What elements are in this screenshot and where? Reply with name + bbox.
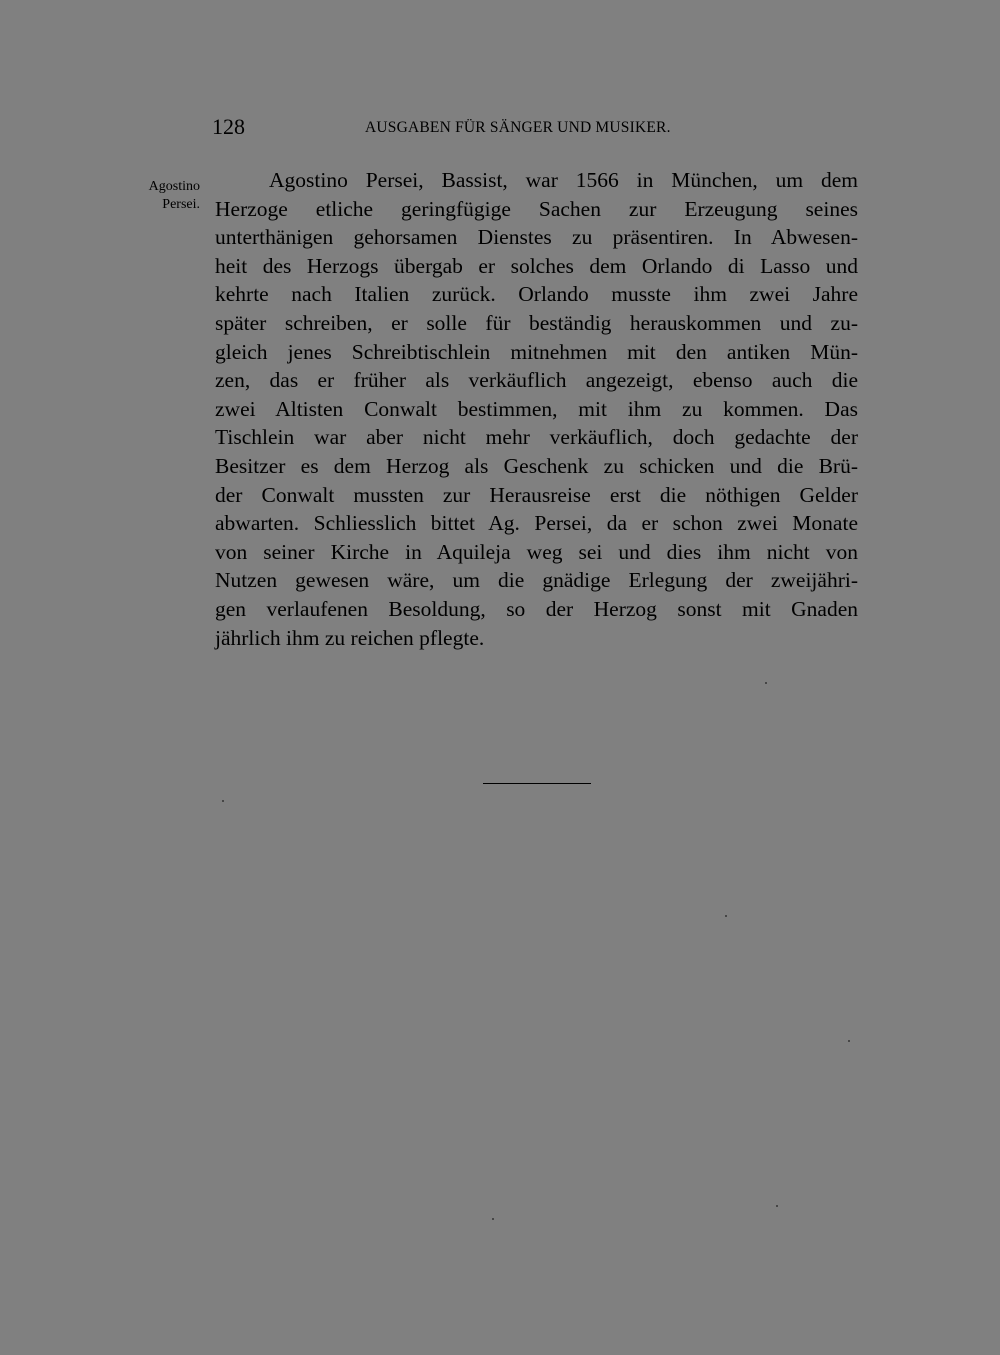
body-line: gleich jenes Schreibtischlein mitnehmen mit den antiken Mün- [215,339,858,364]
body-line: von seiner Kirche in Aquileja weg sei und dies ihm nicht von [215,539,858,564]
scan-speck [725,915,727,917]
running-head: AUSGABEN FÜR SÄNGER UND MUSIKER. [365,119,671,136]
body-line: später schreiben, er solle für beständig herauskommen und zu- [215,310,858,335]
scan-speck [222,800,224,802]
marginal-note-line: Agostino [148,179,200,194]
marginal-note-line: Persei. [162,197,200,212]
body-line: Herzoge etliche geringfügige Sachen zur Erzeugung seines [215,196,858,221]
body-paragraph [215,166,858,652]
scan-speck [492,1218,494,1220]
scan-speck [776,1205,778,1207]
body-line: abwarten. Schliesslich bittet Ag. Persei, da er schon zwei Monate [215,511,858,536]
body-line: jährlich ihm zu reichen pflegte. [215,625,485,650]
body-line: Nutzen gewesen wäre, um die gnädige Erlegung der zweijähri- [215,568,858,593]
body-line: Agostino Persei, Bassist, war 1566 in München, um dem [269,168,858,192]
body-line: heit des Herzogs übergab er solches dem Orlando di Lasso und [215,253,858,278]
body-line: gen verlaufenen Besoldung, so der Herzog sonst mit Gnaden [215,596,858,621]
scan-speck [848,1040,850,1042]
marginal-note [118,178,200,214]
body-line: unterthänigen gehorsamen Dienstes zu präsentiren. In Abwesen- [215,225,858,250]
page-number: 128 [212,114,245,139]
section-end-rule [483,783,591,784]
body-line: Besitzer es dem Herzog als Geschenk zu schicken und die Brü- [215,453,858,478]
body-line: zen, das er früher als verkäuflich angezeigt, ebenso auch die [215,368,858,393]
scan-speck [765,682,767,684]
body-line: Tischlein war aber nicht mehr verkäuflich, doch gedachte der [215,425,858,450]
body-line: zwei Altisten Conwalt bestimmen, mit ihm zu kommen. Das [215,396,858,421]
body-line: kehrte nach Italien zurück. Orlando musste ihm zwei Jahre [215,282,858,307]
body-line: der Conwalt mussten zur Herausreise erst die nöthigen Gelder [215,482,858,507]
